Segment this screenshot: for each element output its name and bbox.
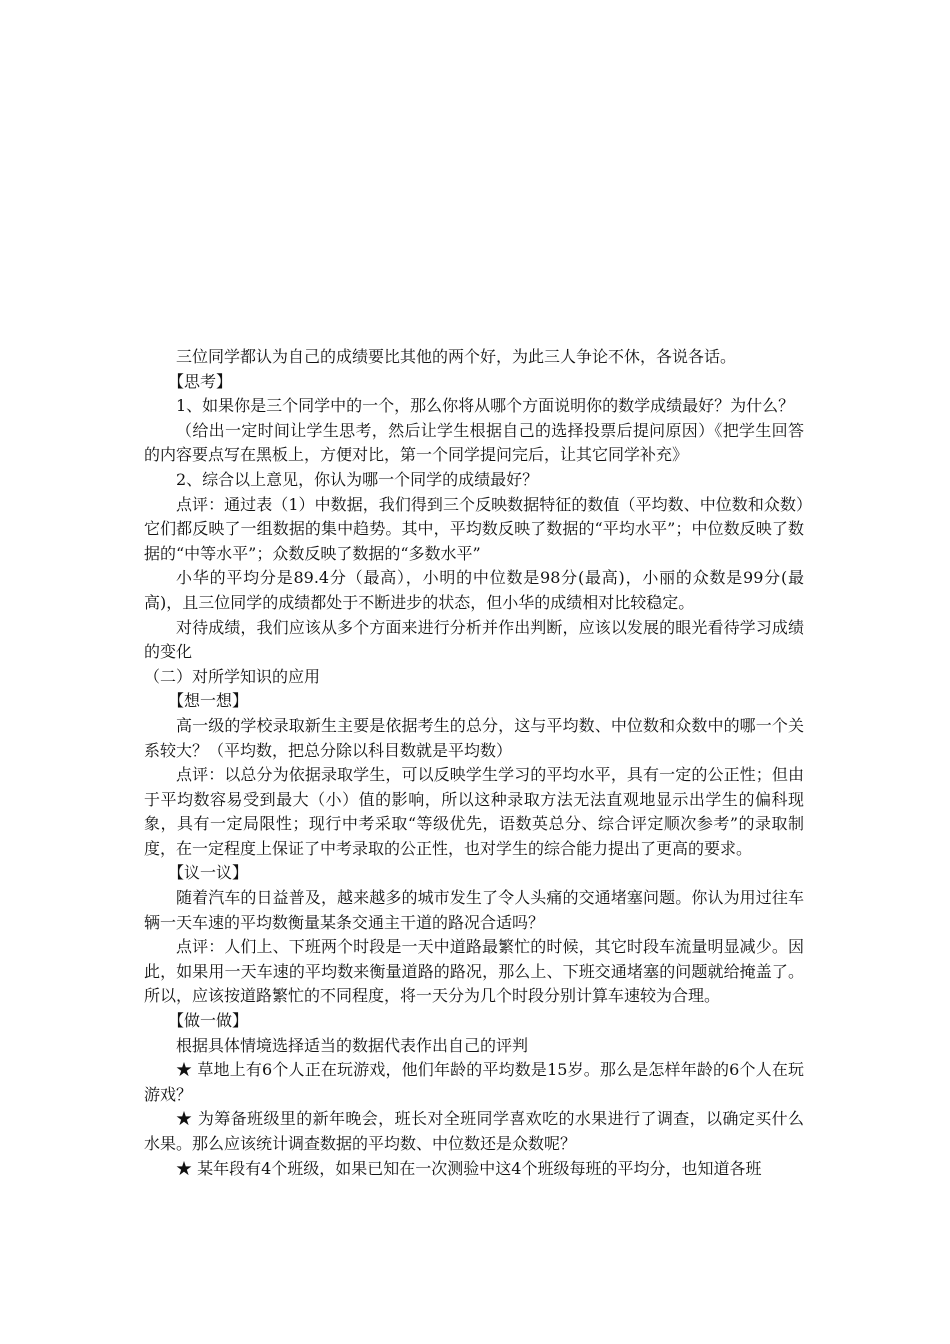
paragraph-attitude: 对待成绩，我们应该从多个方面来进行分析并作出判断，应该以发展的眼光看待学习成绩的变化 (144, 617, 804, 662)
exercise-fruit: ★ 为筹备班级里的新年晚会，班长对全班同学喜欢吃的水果进行了调查，以确定买什么水果。那么应该统计调查数据的平均数、中位数还是众数呢？ (144, 1109, 804, 1153)
heading-think-about: 【想一想】 (168, 691, 249, 711)
question-traffic: 随着汽车的日益普及，越来越多的城市发生了令人头痛的交通堵塞问题。你认为用过往车辆一天车速的平均数衡量某条交通主干道的路况合适吗？ (144, 888, 804, 932)
question-1: 1、如果你是三个同学中的一个，那么你将从哪个方面说明你的数学成绩最好？为什么？ (176, 396, 795, 416)
section-heading-application: （二）对所学知识的应用 (144, 666, 321, 686)
heading-discuss: 【议一议】 (168, 863, 249, 883)
document-body (144, 345, 804, 1181)
comment-central-tendency: 点评：通过表（1）中数据，我们得到三个反映数据特征的数值（平均数、中位数和众数）它们都反映了一组数据的集中趋势。其中，平均数反映了数据的“平均水平”；中位数反映了数据的“中等水平”；众数反映了数据的“多数水平” (144, 494, 804, 563)
comment-traffic: 点评：人们上、下班两个时段是一天中道路最繁忙的时候，其它时段车流量明显减少。因此，如果用一天车速的平均数来衡量道路的路况，那么上、下班交通堵塞的问题就给掩盖了。所以，应该按道路繁忙的不同程度，将一天分为几个时段分别计算车速较为合理。 (144, 937, 804, 1006)
comment-admission: 点评：以总分为依据录取学生，可以反映学生学习的平均水平，具有一定的公正性；但由于平均数容易受到最大（小）值的影响，所以这种录取方法无法直观地显示出学生的偏科现象，具有一定局限性；现行中考采取“等级优先，语数英总分、综合评定顺次参考”的录取制度，在一定程度上保证了中考录取的公正性，也对学生的综合能力提出了更高的要求。 (144, 765, 804, 858)
exercise-classes: ★ 某年段有4个班级，如果已知在一次测验中这4个班级每班的平均分，也知道各班 (176, 1158, 762, 1178)
teacher-note: （给出一定时间让学生思考，然后让学生根据自己的选择投票后提问原因）《把学生回答的内容要点写在黑板上，方便对比，第一个同学提问完后，让其它同学补充》 (144, 420, 804, 465)
paragraph-student-scores: 小华的平均分是89.4分（最高），小明的中位数是98分(最高)，小丽的众数是99分(最高)，且三位同学的成绩都处于不断进步的状态，但小华的成绩相对比较稳定。 (144, 568, 804, 612)
heading-do: 【做一做】 (168, 1011, 249, 1031)
paragraph-instruction: 根据具体情境选择适当的数据代表作出自己的评判 (176, 1035, 529, 1055)
heading-think: 【思考】 (168, 371, 233, 391)
question-2: 2、综合以上意见，你认为哪一个同学的成绩最好？ (176, 469, 539, 489)
exercise-game: ★ 草地上有6个人正在玩游戏，他们年龄的平均数是15岁。那么是怎样年龄的6个人在玩游戏？ (144, 1060, 804, 1104)
question-admission: 高一级的学校录取新生主要是依据考生的总分，这与平均数、中位数和众数中的哪一个关系较大？（平均数，把总分除以科目数就是平均数） (144, 715, 804, 760)
paragraph-argument: 三位同学都认为自己的成绩要比其他的两个好，为此三人争论不休，各说各话。 (176, 347, 737, 366)
